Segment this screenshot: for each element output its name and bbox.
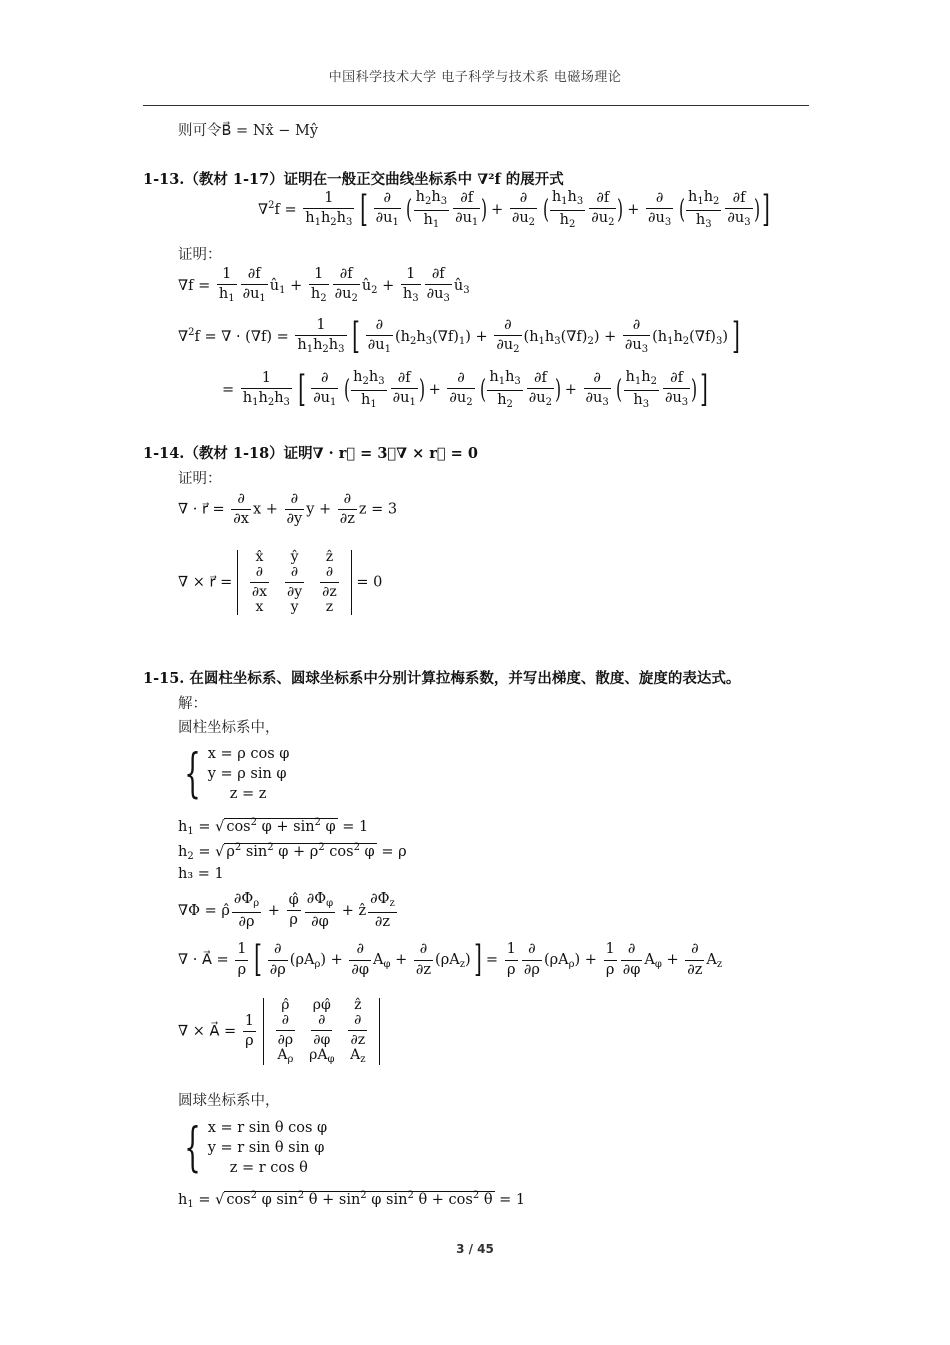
laplacian-formula: ∇$^2$f = $\frac{1}{h_1h_2h_3}$ [ $\frac{\partial}{\partial u_1}$ ( $\frac{h_2h_3}{h_1}$ $\frac{\partial f}{\partial u_1}$ ) + $\frac{\partial}{\partial u_2}$ ( $\frac{h_1h_3}{h_2}$ $\frac{\partial f}{\partial u_2}$ ) + $\frac{\partial}{\partial u_3}$ ( $\frac{h_1h_2}{h_3}$ $\frac{\partial f}{\partial u_3}$ ) ] [258, 189, 771, 230]
cyl-x-eq: x = ρ cos φ [207, 746, 290, 762]
top-line: 则可令B⃗ = Nx̂ − Mŷ [178, 123, 319, 139]
header-rule [143, 105, 809, 106]
cylindrical-system: { x = ρ cos φ y = ρ sin φ z = z [184, 744, 290, 804]
spherical-system: { x = r sin θ cos φ y = r sin θ sin φ z = r cos θ [184, 1118, 328, 1178]
problem-1-13-heading: 1-13.（教材 1-17）证明在一般正交曲线坐标系中 ∇²f 的展开式 [143, 171, 564, 188]
page-number: 3 / 45 [456, 1242, 494, 1256]
page-header: 中国科学技术大学 电子科学与技术系 电磁场理论 [328, 70, 622, 85]
divergence-of-gradient: ∇$^2$f = ∇ · (∇f) = $\frac{1}{h_1h_2h_3}$ [ $\frac{\partial}{\partial u_1}$ $(h_2h_3(\nabla f)_1)$ + $\frac{\partial}{\partial u_2}$ $(h_1h_3(\nabla f)_2)$ + $\frac{\partial}{\partial u_3}$ $(h_1h_2(\nabla f)_3)$ ] [178, 315, 740, 357]
proof-label-1-13: 证明： [178, 247, 222, 263]
laplacian-result: = $\frac{1}{h_1h_2h_3}$ [ $\frac{\partial}{\partial u_1}$ ( $\frac{h_2h_3}{h_1}$ $\frac{\partial f}{\partial u_1}$ ) + $\frac{\partial}{\partial u_2}$ ( $\frac{h_1h_3}{h_2}$ $\frac{\partial f}{\partial u_2}$ ) + $\frac{\partial}{\partial u_3}$ ( $\frac{h_1h_2}{h_3}$ $\frac{\partial f}{\partial u_3}$ ) ] [222, 369, 708, 410]
cyl-gradient: ∇Φ = ρ̂ $\frac{\partial\Phi_\rho}{\partial\rho}$ + $\frac{\varphî}{\rho}$ $\frac{\partial\Phi_\varphi}{\partial\varphi}$ + ẑ $\frac{\partial\Phi_z}{\partial z}$ [178, 891, 395, 930]
sph-y-eq: y = r sin θ sin φ [207, 1140, 325, 1156]
problem-1-14-heading: 1-14.（教材 1-18）证明∇ · r⃗ = 3，∇ × r⃗ = 0 [143, 445, 478, 462]
sph-h1: $h_1$ = √ $\cos^2 \varphi$ $\sin^2 \theta + \sin^2 \varphi$ $\sin^2 \theta + \cos^2 \theta = 1$ [178, 1190, 526, 1210]
divergence-of-r: ∇ · r⃗ = $\frac{\partial}{\partial x}$ x + $\frac{\partial}{\partial y}$ y + $\frac{\partial}{\partial z}$ z = 3 [178, 491, 398, 528]
proof-label-1-14: 证明： [178, 471, 222, 487]
cyl-h1: $h_1$ = √ $\cos^2 \varphi + \sin^2 \varphi = 1$ [178, 817, 369, 837]
cylindrical-label: 圆柱坐标系中， [178, 720, 280, 736]
spherical-label: 圆球坐标系中， [178, 1093, 280, 1109]
solution-label: 解： [178, 696, 207, 712]
sph-x-eq: x = r sin θ cos φ [207, 1120, 328, 1136]
curl-of-r: ∇ × r⃗ = x̂ ŷ ẑ $\frac{\partial}{\partial x}$ $\frac{\partial}{\partial y}$ $\frac{\partial}{\partial z}$ x y z = 0 [178, 549, 383, 615]
cyl-y-eq: y = ρ sin φ [207, 766, 287, 782]
problem-1-15-heading: 1-15. 在圆柱坐标系、圆球坐标系中分别计算拉梅系数，并写出梯度、散度、旋度的表达式。 [143, 670, 741, 687]
cyl-divergence: ∇ · A⃗ = $\frac{1}{\rho}$ [ $\frac{\partial}{\partial\rho}$ $(\rho A_\rho)$ + $\frac{\partial}{\partial\varphi}$ $A_\varphi$ + $\frac{\partial}{\partial z}$ $(\rho A_z)$ ] = $\frac{1}{\rho}$ $\frac{\partial}{\partial\rho}$ $(\rho A_\rho)$ + $\frac{1}{\rho}$ $\frac{\partial}{\partial\varphi}$ $A_\varphi$ + $\frac{\partial}{\partial z}$ $A_z$ [178, 939, 723, 980]
cyl-curl: ∇ × A⃗ = $\frac{1}{\rho}$ ρ̂ ρφ̂ ẑ $\frac{\partial}{\partial\rho}$ $\frac{\partial}{\partial\varphi}$ $\frac{\partial}{\partial z}$ $A_\rho$ $\rho A_\varphi$ $A_z$ [178, 998, 380, 1065]
cyl-z-eq: z = z [229, 786, 267, 802]
cyl-h3: h₃ = 1 [178, 866, 224, 882]
gradient-formula: ∇f = $\frac{1}{h_1}$ $\frac{\partial f}{\partial u_1}$ $û_1$ + $\frac{1}{h_2}$ $\frac{\partial f}{\partial u_2}$ $û_2$ + $\frac{1}{h_3}$ $\frac{\partial f}{\partial u_3}$ $û_3$ [178, 266, 470, 305]
sph-z-eq: z = r cos θ [229, 1160, 308, 1176]
cyl-h2: $h_2$ = √ $\rho^2$ $\sin^2 \varphi + \rho^2$ $\cos^2 \varphi = \rho$ [178, 842, 407, 862]
